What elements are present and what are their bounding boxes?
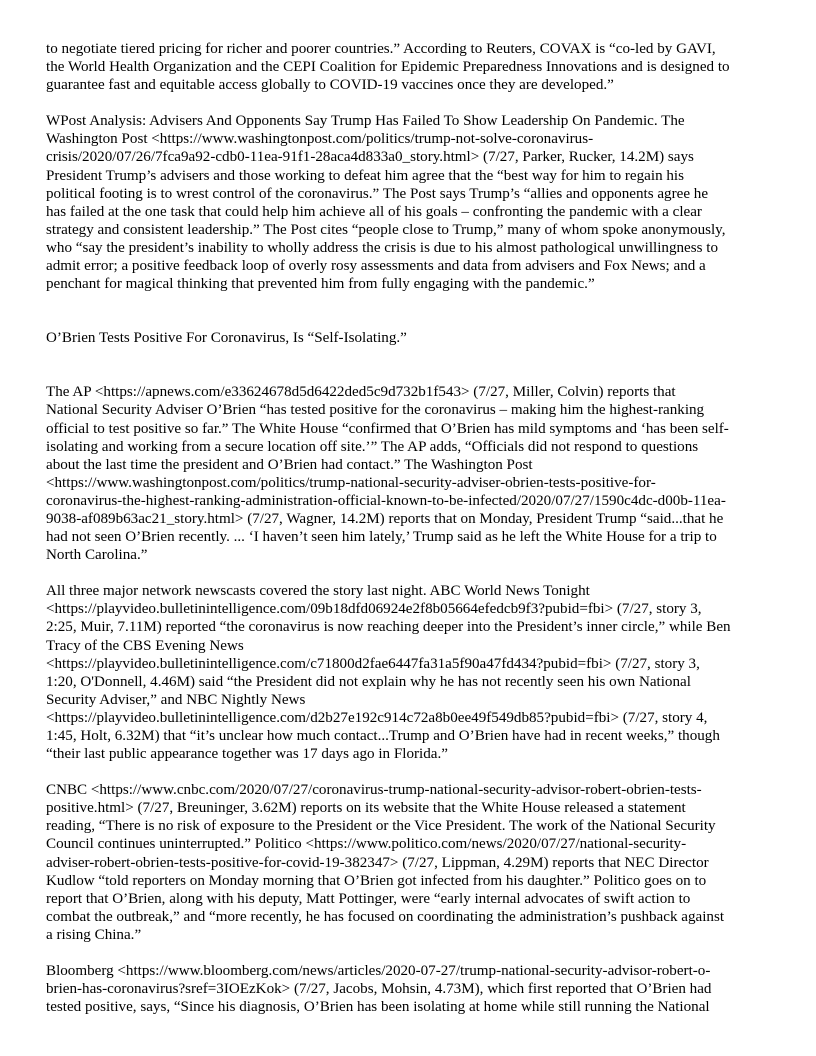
paragraph-cnbc-politico: CNBC <https://www.cnbc.com/2020/07/27/coronavirus-trump-national-security-advisor-robert-obrien-tests- positive.html> (7/27, Breuninger, 3.62M) reports on its website that the White House released a statement reading, “There is no risk of exposure to the President or the Vice President. The work of the National Security Council continues uninterrupted.” Politico <https://www.politico.com/news/2020/07/27/national-security- adviser-robert-obrien-tests-positive-for-covid-19-382347> (7/27, Lippman, 4.29M) reports that NEC Director Kudlow “told reporters on Monday morning that O’Brien got infected from his daughter.” Politico goes on to report that O’Brien, along with his deputy, Matt Pottinger, were “early internal advocates of swift action to combat the outbreak,” and “more recently, he has focused on coordinating the administration’s pushback against a rising China.” (46, 782, 725, 943)
paragraph-covax: to negotiate tiered pricing for richer and poorer countries.” According to Reuters, COVAX is “co-led by GAVI, the World Health Organization and the CEPI Coalition for Epidemic Preparedness Innovations and is designed to guarantee fast and equitable access globally to COVID-19 vaccines once they are developed.” (46, 41, 730, 94)
paragraph-wpost-analysis: WPost Analysis: Advisers And Opponents Say Trump Has Failed To Show Leadership On Pandemic. The Washington Post <https://www.washingtonpost.com/politics/trump-not-solve-coronavirus- crisis/2020/07/26/7fca9a92-cdb0-11ea-91f1-28aca4d833a0_story.html> (7/27, Parker, Rucker, 14.2M) says President Trump’s advisers and those working to defeat him agree that the “best way for him to regain his political footing is to wrest control of the coronavirus.” The Post says Trump’s “allies and opponents agree he has failed at the one task that could help him achieve all of his goals – confronting the pandemic with a clear strategy and consistent leadership.” The Post cites “people close to Trump,” many of whom spoke anonymously, who “say the president’s inability to wholly address the crisis is due to his almost pathological unwillingness to admit error; a positive feedback loop of overly rosy assessments and data from advisers and Fox News; and a penchant for magical thinking that prevented him from fully engaging with the pandemic.” (46, 113, 726, 293)
document-page (46, 40, 774, 1016)
paragraph-bloomberg: Bloomberg <https://www.bloomberg.com/news/articles/2020-07-27/trump-national-security-advisor-robert-o- brien-has-coronavirus?sref=3IOEzKok> (7/27, Jacobs, Mohsin, 4.73M), which first reported that O’Brien had tested positive, says, “Since his diagnosis, O’Brien has been isolating at home while still running the National (46, 963, 712, 1016)
section-heading-obrien: O’Brien Tests Positive For Coronavirus, Is “Self-Isolating.” (46, 330, 407, 347)
paragraph-ap-report: The AP <https://apnews.com/e33624678d5d6422ded5c9d732b1f543> (7/27, Miller, Colvin) reports that National Security Adviser O’Brien “has tested positive for the coronavirus – making him the highest-ranking official to test positive so far.” The White House “confirmed that O’Brien has mild symptoms and ‘has been self- isolating and working from a secure location off site.’” The AP adds, “Officials did not respond to questions about the last time the president and O’Brien had contact.” The Washington Post <https://www.washingtonpost.com/politics/trump-national-security-adviser-obrien-tests-positive-for- coronavirus-the-highest-ranking-administration-official-known-to-be-infected/2020/07/27/1590c4dc-d00b-11ea- 9038-af089b63ac21_story.html> (7/27, Wagner, 14.2M) reports that on Monday, President Trump “said...that he had not seen O’Brien recently. ... ‘I haven’t seen him lately,’ Trump said as he left the White House for a trip to North Carolina.” (46, 384, 729, 564)
paragraph-network-newscasts: All three major network newscasts covered the story last night. ABC World News Tonight <https://playvideo.bulletinintelligence.com/09b18dfd06924e2f8b05664efedcb9f3?pubid=fbi> (7/27, story 3, 2:25, Muir, 7.11M) reported “the coronavirus is now reaching deeper into the President’s inner circle,” while Ben Tracy of the CBS Evening News <https://playvideo.bulletinintelligence.com/c71800d2fae6447fa31a5f90a47fd434?pubid=fbi> (7/27, story 3, 1:20, O'Donnell, 4.46M) said “the President did not explain why he has not recently seen his own National Security Adviser,” and NBC Nightly News <https://playvideo.bulletinintelligence.com/d2b27e192c914c72a8b0ee49f549db85?pubid=fbi> (7/27, story 4, 1:45, Holt, 6.32M) that “it’s unclear how much contact...Trump and O’Brien have had in recent weeks,” though “their last public appearance together was 17 days ago in Florida.” (46, 583, 731, 763)
